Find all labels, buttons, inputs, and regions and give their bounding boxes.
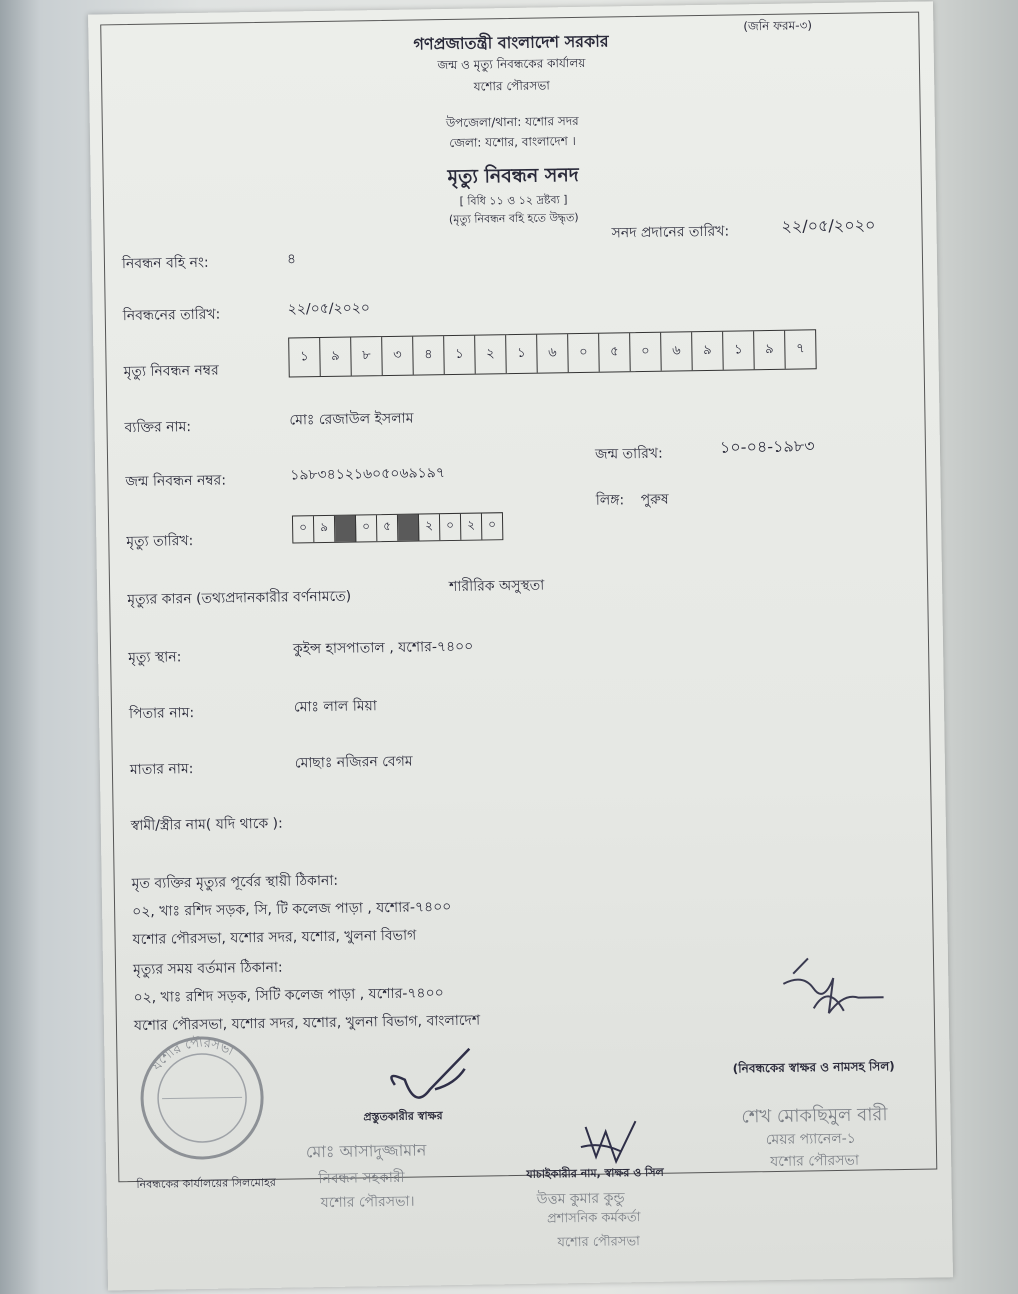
reg-no-digit: ০ [568, 334, 600, 372]
name-value: মোঃ রেজাউল ইসলাম [289, 410, 414, 429]
mother-label: মাতার নাম: [129, 761, 194, 779]
preparer-signature [374, 1039, 485, 1111]
reg-no-digit: ৯ [754, 331, 786, 369]
death-date-digit: ৫ [377, 515, 398, 541]
death-reg-no-boxes [288, 329, 817, 377]
cause-label: মৃত্যুর কারন (তথ্যপ্রদানকারীর বর্ণনামতে) [127, 588, 352, 609]
death-date-digit: ৯ [314, 516, 335, 542]
permanent-address-line1: ০২, খাঃ রশিদ সড়ক, সি, টি কলেজ পাড়া , যশোর-৭৪০০ [132, 899, 452, 921]
death-date-digit: ২ [419, 514, 440, 540]
rule-reference: [ বিধি ১১ ও ১২ দ্রষ্টব্য ] [459, 193, 568, 208]
permanent-address-line2: যশোর পৌরসভা, যশোর সদর, যশোর, খুলনা বিভাগ [132, 927, 417, 949]
office-stamp-name: মোঃ আসাদুজ্জামান [305, 1140, 427, 1162]
registrar-signature [773, 952, 894, 1034]
district-line: জেলা: যশোর, বাংলাদেশ । [449, 133, 576, 150]
office-title: জন্ম ও মৃত্যু নিবন্ধকের কার্যালয় [437, 55, 586, 73]
issue-date-value: ২২/০৫/২০২০ [781, 215, 876, 236]
registrar-sign-label: (নিবন্ধকের স্বাক্ষর ও নামসহ সিল) [732, 1059, 895, 1076]
dob-label: জন্ম তারিখ: [594, 445, 663, 463]
office-round-seal [136, 1032, 268, 1164]
reg-no-digit: ৬ [537, 334, 569, 372]
upazila-line: উপজেলা/থানা: যশোর সদর [445, 113, 579, 131]
reg-no-digit: ৫ [599, 333, 631, 371]
municipality-title: যশোর পৌরসভা [473, 78, 550, 94]
source-note: (মৃত্যু নিবন্ধন বহি হতে উদ্ধৃত) [448, 210, 579, 226]
death-date-digit: ০ [356, 515, 377, 541]
gender-label: লিঙ্গ: [595, 492, 625, 509]
reg-no-digit: ১ [723, 331, 755, 369]
gender-value: পুরুষ [640, 491, 669, 509]
register-book-label: নিবন্ধন বহি নং: [121, 254, 209, 273]
death-date-digit: ২ [461, 514, 482, 540]
attester-stamp-office: যশোর পৌরসভা [557, 1234, 640, 1251]
government-title: গণপ্রজাতন্ত্রী বাংলাদেশ সরকার [413, 31, 609, 54]
certificate-sheet [88, 1, 953, 1290]
register-book-value: ৪ [286, 251, 297, 268]
death-date-digit: ০ [440, 514, 461, 540]
reg-no-digit: ৩ [382, 337, 414, 375]
certificate-title: মৃত্যু নিবন্ধন সনদ [447, 163, 579, 189]
death-date-boxes [292, 512, 503, 543]
current-address-label: মৃত্যুর সময় বর্তমান ঠিকানা: [132, 959, 283, 979]
reg-no-digit: ৮ [351, 337, 383, 375]
registration-date-label: নিবন্ধনের তারিখ: [122, 306, 221, 325]
attester-stamp-title: প্রশাসনিক কর্মকর্তা [546, 1210, 641, 1227]
registrar-stamp-title: মেয়র প্যানেল-১ [765, 1130, 856, 1149]
date-separator-cell [398, 515, 419, 541]
svg-text:যশোর পৌরসভা [148, 1034, 236, 1075]
name-label: ব্যক্তির নাম: [124, 419, 192, 437]
place-value: কুইন্স হাসপাতাল , যশোর-৭৪০০ [292, 638, 474, 658]
registrar-stamp-name: শেখ মোকছিমুল বারী [741, 1104, 888, 1128]
preparer-sign-label: প্রস্তুতকারীর স্বাক্ষর [363, 1109, 443, 1124]
spouse-label: স্বামী/স্ত্রীর নাম( যদি থাকে ): [130, 815, 283, 835]
current-address-line2: যশোর পৌরসভা, যশোর সদর, যশোর, খুলনা বিভাগ, বাংলাদেশ [133, 1012, 481, 1035]
permanent-address-label: মৃত ব্যক্তির মৃত্যুর পূর্বের স্থায়ী ঠিকানা: [131, 872, 339, 893]
office-stamp-office: যশোর পৌরসভা। [320, 1193, 415, 1212]
date-separator-cell [335, 515, 356, 541]
death-reg-no-label: মৃত্যু নিবন্ধন নম্বর [123, 362, 219, 381]
registration-date-value: ২২/০৫/২০২০ [287, 300, 371, 318]
cause-value: শারীরিক অসুস্থতা [448, 577, 545, 596]
death-date-digit: ০ [293, 516, 314, 542]
father-label: পিতার নাম: [128, 705, 195, 723]
reg-no-digit: ৪ [413, 336, 445, 374]
mother-value: মোছাঃ নজিরন বেগম [294, 753, 413, 772]
office-seal-label: নিবন্ধকের কার্যালয়ের সিলমোহর [136, 1175, 276, 1192]
reg-no-digit: ১ [444, 336, 476, 374]
reg-no-digit: ৬ [661, 332, 693, 370]
death-date-digit: ০ [488, 517, 497, 532]
reg-no-digit: ২ [475, 335, 507, 373]
attester-sign-label: যাচাইকারীর নাম, স্বাক্ষর ও সিল [526, 1165, 664, 1181]
reg-no-digit: ১ [289, 338, 321, 376]
issue-date-label: সনদ প্রদানের তারিখ: [611, 223, 730, 242]
reg-no-digit: ৯ [320, 338, 352, 376]
place-label: মৃত্যু স্থান: [128, 649, 182, 667]
office-stamp-title: নিবন্ধন সহকারী [318, 1169, 405, 1188]
registrar-stamp-office: যশোর পৌরসভা [770, 1152, 860, 1171]
reg-no-digit: ০ [630, 333, 662, 371]
dob-value: ১০-০৪-১৯৮৩ [719, 436, 815, 457]
current-address-line1: ০২, খাঃ রশিদ সড়ক, সিটি কলেজ পাড়া , যশোর-৭৪০০ [133, 985, 444, 1007]
reg-no-digit: ৯ [692, 332, 724, 370]
reg-no-digit: ১ [506, 335, 538, 373]
seal-text: যশোর পৌরসভা [149, 1035, 236, 1074]
death-date-label: মৃত্যু তারিখ: [126, 533, 194, 551]
reg-no-digit: ৭ [796, 340, 805, 357]
birth-reg-value: ১৯৮৩৪১২১৬০৫০৬৯১৯৭ [290, 465, 446, 484]
form-number: (জনি ফরম-৩) [743, 18, 813, 34]
father-value: মোঃ লাল মিয়া [293, 698, 377, 716]
birth-reg-label: জন্ম নিবন্ধন নম্বর: [125, 472, 227, 491]
attester-stamp-name: উত্তম কুমার কুন্ডু [536, 1190, 625, 1208]
